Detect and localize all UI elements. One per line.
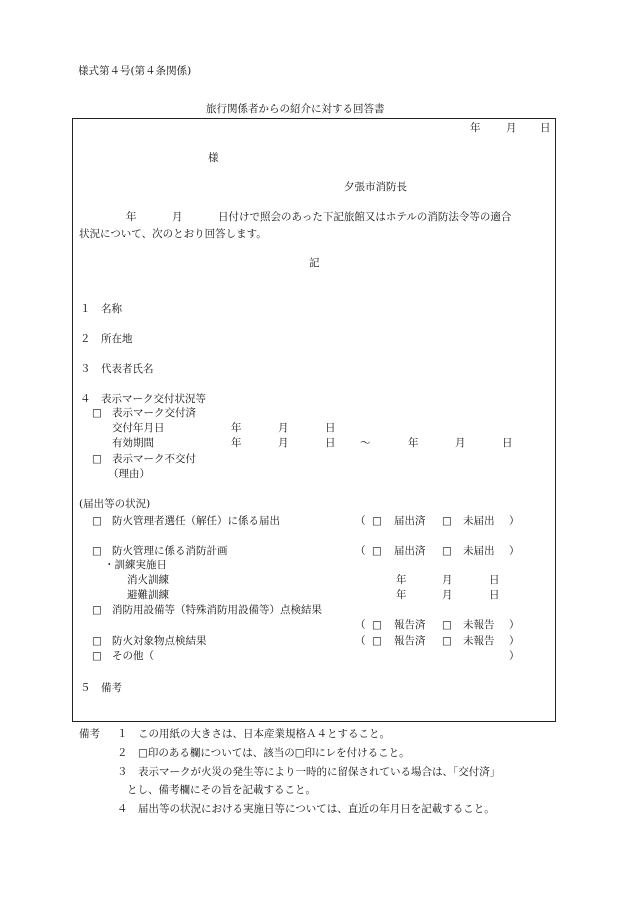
paren-close: ）: [509, 545, 520, 557]
issue-day: 日: [325, 422, 336, 434]
notifications-heading: (届出等の状況): [79, 498, 151, 510]
note-1: この用紙の大きさは、日本産業規格Ａ４とすること。: [138, 728, 390, 740]
checkbox-fire-manager-not-submitted[interactable]: □: [442, 515, 452, 527]
checkbox-equipment-not-reported[interactable]: □: [442, 619, 452, 631]
extinguish-month: 月: [442, 574, 453, 586]
intro-line2: 状況について、次のとおり回答します。: [79, 228, 267, 240]
checkbox-mark-not-issued[interactable]: □: [92, 453, 102, 465]
fire-plan-label: 防火管理に係る消防計画: [112, 545, 228, 557]
reported-label: 報告済: [394, 619, 426, 631]
valid-to-day: 日: [502, 437, 513, 449]
note-2-number: ２: [117, 747, 128, 759]
addressee-suffix: 様: [208, 152, 219, 164]
notes-label: 備考: [79, 728, 100, 740]
checkbox-equipment-inspection[interactable]: □: [92, 604, 102, 616]
checkbox-fire-manager[interactable]: □: [92, 515, 102, 527]
checkbox-fire-manager-submitted[interactable]: □: [372, 515, 382, 527]
evacuation-day: 日: [489, 589, 500, 601]
evacuation-training-label: 避難訓練: [127, 589, 169, 601]
paren-close: ）: [509, 650, 520, 662]
paren-close: ）: [509, 619, 520, 631]
training-date-label: ・訓練実施日: [104, 559, 167, 571]
equipment-inspection-label: 消防用設備等（特殊消防用設備等）点検結果: [112, 604, 322, 616]
extinguish-year: 年: [396, 574, 407, 586]
valid-period-label: 有効期間: [112, 437, 154, 449]
note-4-number: ４: [117, 803, 128, 815]
issue-month: 月: [278, 422, 289, 434]
date-year: 年: [470, 122, 481, 134]
paren-close: ）: [509, 515, 520, 527]
extinguish-day: 日: [489, 574, 500, 586]
submitted-label: 届出済: [394, 515, 426, 527]
not-submitted-label: 未届出: [463, 515, 495, 527]
form-number: 様式第４号(第４条関係): [78, 65, 192, 77]
reported-label: 報告済: [394, 635, 426, 647]
mark-not-issued-label: 表示マーク不交付: [112, 453, 196, 465]
valid-from-month: 月: [278, 437, 289, 449]
issue-date-label: 交付年月日: [112, 422, 165, 434]
valid-from-day: 日: [325, 437, 336, 449]
checkbox-fire-plan-not-submitted[interactable]: □: [442, 545, 452, 557]
valid-to-month: 月: [455, 437, 466, 449]
checkbox-other[interactable]: □: [92, 650, 102, 662]
item-remarks: ５ 備考: [80, 682, 122, 694]
date-month: 月: [506, 122, 517, 134]
paren-open: （: [355, 545, 366, 557]
other-label: その他（: [112, 650, 154, 662]
evacuation-month: 月: [442, 589, 453, 601]
item-name: １ 名称: [80, 303, 122, 315]
object-inspection-label: 防火対象物点検結果: [112, 635, 207, 647]
valid-tilde: ～: [360, 437, 371, 449]
not-reported-label: 未報告: [463, 619, 495, 631]
paren-close: ）: [509, 635, 520, 647]
paren-open: （: [355, 515, 366, 527]
document-title: 旅行関係者からの紹介に対する回答書: [206, 103, 385, 115]
checkbox-object-inspection[interactable]: □: [92, 635, 102, 647]
note-4: 届出等の状況における実施日等については、直近の年月日を記載すること。: [138, 803, 495, 815]
submitted-label: 届出済: [394, 545, 426, 557]
paren-open: （: [355, 619, 366, 631]
note-2: □印のある欄については、該当の□印にレを付けること。: [138, 747, 410, 759]
valid-to-year: 年: [408, 437, 419, 449]
sender: 夕張市消防長: [344, 181, 407, 193]
fire-manager-label: 防火管理者選任（解任）に係る届出: [112, 515, 280, 527]
item-address: ２ 所在地: [80, 333, 133, 345]
date-day: 日: [540, 122, 551, 134]
item-representative: ３ 代表者氏名: [80, 363, 154, 375]
paren-open: （: [355, 635, 366, 647]
reason-label: （理由）: [108, 468, 150, 480]
intro-line1: 日付けで照会のあった下記旅館又はホテルの消防法令等の適合: [218, 211, 512, 223]
checkbox-fire-plan[interactable]: □: [92, 545, 102, 557]
extinguish-training-label: 消火訓練: [127, 574, 169, 586]
item-mark-status: ４ 表示マーク交付状況等: [80, 393, 206, 405]
note-3-number: ３: [117, 766, 128, 778]
checkbox-equipment-reported[interactable]: □: [372, 619, 382, 631]
checkbox-object-not-reported[interactable]: □: [442, 635, 452, 647]
checkbox-fire-plan-submitted[interactable]: □: [372, 545, 382, 557]
evacuation-year: 年: [396, 589, 407, 601]
valid-from-year: 年: [231, 437, 242, 449]
intro-month: 月: [172, 211, 183, 223]
note-3-line2: とし、備考欄にその旨を記載すること。: [127, 784, 316, 796]
issue-year: 年: [231, 422, 242, 434]
checkbox-object-reported[interactable]: □: [372, 635, 382, 647]
note-1-number: １: [117, 728, 128, 740]
not-submitted-label: 未届出: [463, 545, 495, 557]
checkbox-mark-issued[interactable]: □: [92, 407, 102, 419]
not-reported-label: 未報告: [463, 635, 495, 647]
ki-label: 記: [309, 257, 320, 269]
intro-year: 年: [126, 211, 137, 223]
note-3-line1: 表示マークが火災の発生等により一時的に留保されている場合は、「交付済」: [138, 766, 501, 778]
mark-issued-label: 表示マーク交付済: [112, 407, 196, 419]
